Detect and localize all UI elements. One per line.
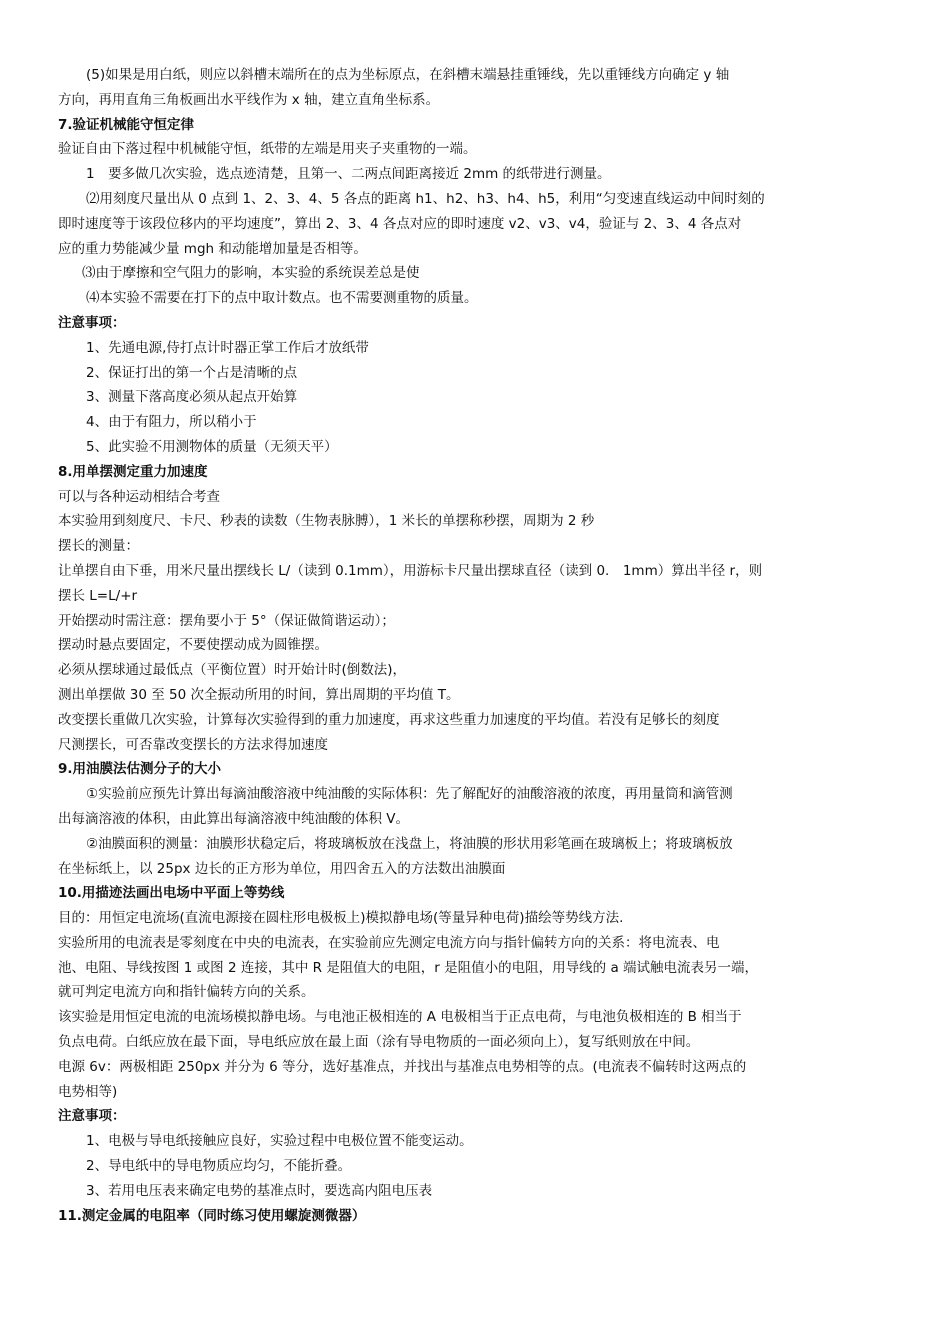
text-line: 本实验用到刻度尺、卡尺、秒表的读数（生物表脉膊），1 米长的单摆称秒摆，周期为 2 秒 [58,513,595,530]
notes-heading: 注意事项： [58,314,126,331]
text-line: 方向，再用直角三角板画出水平线作为 x 轴，建立直角坐标系。 [58,91,440,108]
text-line: ⑷本实验不需要在打下的点中取计数点。也不需要测重物的质量。 [86,290,478,307]
list-item: 1、先通电源,侍打点计时器正掌工作后才放纸带 [86,339,369,356]
section-heading: 7.验证机械能守恒定律 [58,116,195,133]
section-heading: 11.测定金属的电阻率（同时练习使用螺旋测微器） [58,1207,366,1224]
text-line: 负点电荷。白纸应放在最下面，导电纸应放在最上面（涂有导电物质的一面必须向上），复写纸则放在中间。 [58,1034,700,1051]
text-line: 摆长的测量： [58,538,139,555]
list-item: 3、测量下落高度必须从起点开始算 [86,389,298,406]
list-item: 1、电极与导电纸接触应良好，实验过程中电极位置不能变运动。 [86,1133,473,1150]
list-item: 4、由于有阻力，所以稍小于 [86,414,257,431]
text-line: 可以与各种运动相结合考查 [58,488,220,505]
text-line: 必须从摆球通过最低点（平衡位置）时开始计时(倒数法)， [58,662,407,679]
section-heading: 10.用描迹法画出电场中平面上等势线 [58,885,285,902]
text-line: 改变摆长重做几次实验，计算每次实验得到的重力加速度，再求这些重力加速度的平均值。若没有足够长的刻度 [58,711,720,728]
text-line: 测出单摆做 30 至 50 次全振动所用的时间，算出周期的平均值 T。 [58,686,460,703]
text-line: 尺测摆长，可否靠改变摆长的方法求得加速度 [58,736,328,753]
text-line: ⑶由于摩擦和空气阻力的影响，本实验的系统误差总是使 [82,265,420,282]
section-heading: 9.用油膜法估测分子的大小 [58,761,222,778]
text-line: 实验所用的电流表是零刻度在中央的电流表，在实验前应先测定电流方向与指针偏转方向的关系：将电流表、电 [58,934,720,951]
notes-heading: 注意事项： [58,1108,126,1125]
text-line: 即时速度等于该段位移内的平均速度”，算出 2、3、4 各点对应的即时速度 v2、v3、v4，验证与 2、3、4 各点对 [58,215,742,232]
text-line: 池、电阻、导线按图 1 或图 2 连接，其中 R 是阻值大的电阻，r 是阻值小的电阻，用导线的 a 端试触电流表另一端， [58,959,759,976]
text-line: 目的：用恒定电流场(直流电源接在圆柱形电极板上)模拟静电场(等量异种电荷)描绘等势线方法. [58,910,624,927]
text-line: 电势相等) [58,1083,118,1100]
text-line: 出每滴溶液的体积，由此算出每滴溶液中纯油酸的体积 V。 [58,810,410,827]
text-line: ②油膜面积的测量：油膜形状稳定后，将玻璃板放在浅盘上，将油膜的形状用彩笔画在玻璃板上；将玻璃板放 [86,835,733,852]
text-line: 让单摆自由下垂，用米尺量出摆线长 L/（读到 0.1mm），用游标卡尺量出摆球直径（读到 0. 1mm）算出半径 r，则 [58,562,763,579]
text-line: 验证自由下落过程中机械能守恒，纸带的左端是用夹子夹重物的一端。 [58,141,477,158]
text-line: 就可判定电流方向和指针偏转方向的关系。 [58,984,315,1001]
text-line: 电源 6v：两极相距 250px 并分为 6 等分，选好基准点，并找出与基准点电势相等的点。(电流表不偏转时这两点的 [58,1058,747,1075]
text-line: (5)如果是用白纸，则应以斜槽末端所在的点为坐标原点，在斜槽末端悬挂重锤线，先以重锤线方向确定 y 轴 [86,67,730,83]
section-heading: 8.用单摆测定重力加速度 [58,463,208,480]
list-item: 5、此实验不用测物体的质量（无须天平） [86,438,338,455]
text-line: ①实验前应预先计算出每滴油酸溶液中纯油酸的实际体积：先了解配好的油酸溶液的浓度，再用量筒和滴管测 [86,786,733,803]
text-line: ⑵用刻度尺量出从 0 点到 1、2、3、4、5 各点的距离 h1、h2、h3、h4、h5，利用“匀变速直线运动中间时刻的 [86,190,765,207]
text-line: 开始摆动时需注意：摆角要小于 5°（保证做简谐运动）； [58,612,395,629]
text-line: 摆长 L=L/+r [58,587,138,604]
list-item: 2、保证打出的第一个占是清晰的点 [86,364,298,381]
text-line: 应的重力势能减少量 mgh 和动能增加量是否相等。 [58,240,367,257]
text-line: 该实验是用恒定电流的电流场模拟静电场。与电池正极相连的 A 电极相当于正点电荷，与电池负极相连的 B 相当于 [58,1009,742,1026]
text-line: 摆动时悬点要固定，不要使摆动成为圆锥摆。 [58,637,328,654]
list-item: 2、导电纸中的导电物质应均匀，不能折叠。 [86,1158,352,1175]
text-line: 在坐标纸上，以 25px 边长的正方形为单位，用四舍五入的方法数出油膜面 [58,860,506,877]
list-item: 3、若用电压表来确定电势的基准点时，要选高内阻电压表 [86,1182,433,1199]
text-line: 1 要多做几次实验，选点迹清楚，且第一、二两点间距离接近 2mm 的纸带进行测量。 [86,166,611,183]
